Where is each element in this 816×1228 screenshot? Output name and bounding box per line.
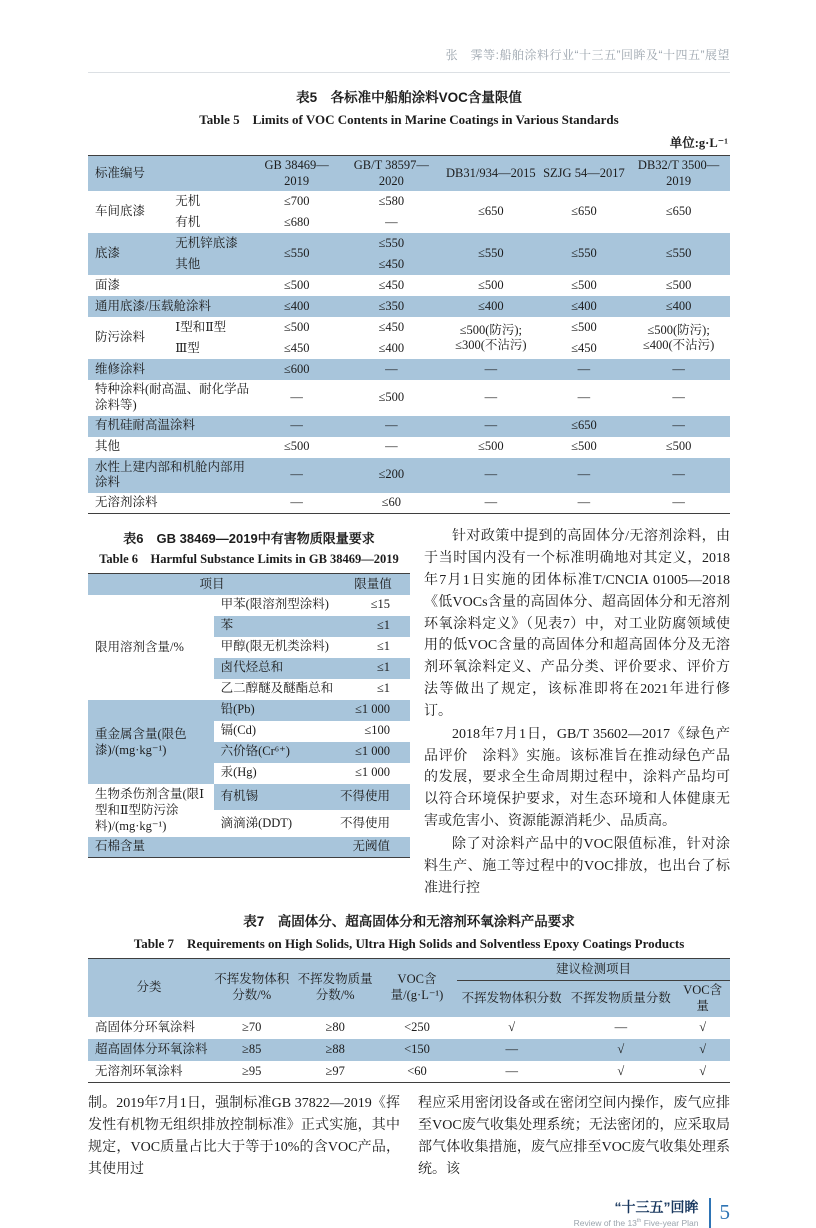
page-footer (88, 1197, 730, 1228)
cell: ≤400 (665, 298, 692, 313)
cell: ≤400 (283, 298, 310, 313)
cell: ≤500 (571, 439, 597, 454)
cell: ≤500 (283, 277, 310, 292)
column-header: 限量值 (354, 576, 392, 591)
cell: ≤1 000 (336, 742, 410, 763)
row-category: 无溶剂涂料 (95, 495, 158, 510)
table5-title-en: Table 5 Limits of VOC Contents in Marine Coatings in Various Standards (199, 112, 619, 127)
cell: 无阈值 (352, 838, 390, 853)
row-category: 通用底漆/压载舱涂料 (95, 298, 211, 313)
cell: — (672, 418, 685, 433)
cell: — (577, 361, 591, 376)
column-header: 不挥发物体积分数 (461, 991, 562, 1006)
cell: <150 (404, 1041, 430, 1056)
bottom-right-column (418, 1093, 730, 1181)
bottom-left-column (88, 1093, 400, 1181)
row-category: 车间底漆 (95, 204, 146, 219)
footer-en-sup: th (636, 1218, 642, 1225)
cell: — (672, 390, 685, 405)
row-category: 高固体分环氧涂料 (95, 1019, 196, 1034)
table6 (88, 573, 410, 858)
paragraph: 除了对涂料产品中的VOC限值标准，针对涂料生产、施工等过程中的VOC排放，也出台了标准进行控 (424, 836, 730, 896)
cell: ≤500 (665, 439, 692, 454)
cell: — (505, 1041, 518, 1056)
cell-line: ≤400(不沾污) (642, 338, 715, 353)
table6-title-en: Table 6 Harmful Substance Limits in GB 38469—2019 (99, 552, 399, 567)
cell-line: ≤500(防污); (647, 322, 710, 337)
cell: 卤代烃总和 (214, 658, 336, 679)
cell: ≤60 (381, 495, 402, 510)
row-category: 超高固体分环氧涂料 (95, 1041, 208, 1056)
cell (441, 317, 541, 359)
cell: — (385, 214, 398, 229)
cell: — (385, 418, 398, 433)
cell: 六价铬(Cr⁶⁺) (214, 742, 336, 763)
cell: 甲醇(限无机类涂料) (220, 639, 329, 654)
cell: ≤700 (283, 193, 310, 208)
cell: ≥85 (242, 1041, 262, 1056)
cell: ≤600 (283, 361, 310, 376)
cell: <250 (404, 1019, 430, 1034)
cell: ≤500 (571, 277, 597, 292)
cell: √ (508, 1019, 516, 1034)
footer-title-zh: “十三五”回眸 (614, 1199, 699, 1216)
cell: — (484, 418, 498, 433)
table6-title-zh: 表6 GB 38469—2019中有害物质限量要求 (123, 531, 375, 547)
cell: ≤650 (571, 204, 597, 219)
cell: ≤550 (478, 246, 504, 261)
table7-section (88, 910, 730, 1083)
cell: — (577, 495, 591, 510)
cell: ≤350 (378, 298, 405, 313)
cell: √ (617, 1041, 625, 1056)
cell: ≤1 (336, 658, 410, 679)
cell: ≤500 (283, 439, 310, 454)
column-header: VOC含量 (683, 983, 723, 1013)
row-subcategory: Ⅰ型和Ⅱ型 (175, 319, 227, 334)
table7-title-zh: 表7 高固体分、超高固体分和无溶剂环氧涂料产品要求 (243, 914, 575, 930)
cell: ≤400 (478, 298, 504, 313)
cell: ≤500 (571, 319, 597, 334)
cell: — (577, 467, 591, 482)
cell: — (290, 390, 303, 405)
cell: ≤450 (378, 277, 405, 292)
cell: ≤450 (283, 340, 310, 355)
cell-line: ≤300(不沾污) (455, 338, 527, 353)
column-header: DB32/T 3500—2019 (637, 158, 720, 188)
cell: 乙二醇醚及醚酯总和 (220, 681, 334, 696)
column-header-group: 建议检测项目 (457, 959, 730, 981)
footer-title-en (574, 1218, 699, 1228)
paragraph: 针对政策中提到的高固体分/无溶剂涂料，由于当时国内没有一个标准明确地对其定义，2018年7月1日实施的团体标准T/CNCIA 01005—2018《低VOCs含量的高固体分、超高固体分和无溶剂环氧涂料定义》（见表7）中，对工业防腐领域使用的低VOC含量的高固体分和超高固体分及无溶剂环氧涂料定义、产品分类、评价要求、评价方法等做出了规定，该标准即将在2021年进行修订。 (424, 529, 730, 719)
cell (627, 317, 730, 359)
cell: ≤100 (364, 723, 390, 738)
row-category: 水性上建内部和机舱内部用涂料 (95, 459, 246, 490)
cell: ≥95 (242, 1063, 262, 1078)
column-header: VOC含量/(g·L⁻¹) (390, 972, 444, 1002)
column-header: 不挥发物质量分数/% (297, 972, 373, 1002)
cell: ≤15 (370, 597, 390, 612)
cell: — (505, 1063, 518, 1078)
page-number: 5 (719, 1200, 730, 1225)
cell: — (290, 467, 303, 482)
row-subcategory: 有机 (175, 214, 201, 229)
cell: 有机锡 (214, 784, 336, 810)
column-header: 不挥发物质量分数 (570, 991, 671, 1006)
cell: ≤450 (378, 319, 405, 334)
row-category: 有机硅耐高温涂料 (95, 418, 196, 433)
footer-en-text: Five-year Plan (641, 1218, 699, 1228)
paragraph: 2018年7月1日，GB/T 35602—2017《绿色产品评价 涂料》实施。该标准旨在推动绿色产品的发展，要求全生命周期过程中，涂料产品均可以符合环境保护要求，对生态环境和人体健康无害或危害小、资源能源消耗少、品质高。 (424, 726, 730, 830)
cell: ≤550 (283, 246, 310, 261)
cell: ≤1 (376, 639, 390, 654)
cell: ≥88 (325, 1041, 345, 1056)
table7 (88, 958, 730, 1083)
cell: — (577, 390, 591, 405)
row-category: 防污涂料 (95, 330, 146, 345)
row-category: 维修涂料 (95, 361, 146, 376)
cell: ≤550 (378, 235, 405, 250)
bottom-text-section (88, 1093, 730, 1181)
cell: — (672, 495, 685, 510)
column-header: 分类 (136, 980, 162, 995)
cell: 不得使用 (336, 784, 410, 810)
row-category: 特种涂料(耐高温、耐化学品涂料等) (95, 382, 250, 412)
cell: 铅(Pb) (214, 700, 336, 721)
cell: √ (699, 1041, 707, 1056)
column-header: GB 38469—2019 (264, 158, 329, 188)
table6-column (88, 526, 410, 858)
cell: ≤200 (378, 467, 405, 482)
group-label: 限用溶剂含量/% (95, 640, 184, 655)
cell: 甲苯(限溶剂型涂料) (220, 597, 329, 612)
cell: — (385, 361, 398, 376)
cell: — (484, 467, 498, 482)
cell: — (672, 467, 685, 482)
cell: — (484, 361, 498, 376)
cell: 滴滴涕(DDT) (220, 815, 293, 830)
two-column-section (88, 526, 730, 900)
table7-title-en: Table 7 Requirements on High Solids, Ultra High Solids and Solventless Epoxy Coatings Products (133, 936, 685, 952)
cell: ≤500 (478, 439, 504, 454)
footer-divider (709, 1198, 711, 1228)
cell: — (290, 418, 303, 433)
paragraph: 程应采用密闭设备或在密闭空间内操作，废气应排至VOC废气收集处理系统；无法密闭的，应采取局部气体收集措施，废气应排至VOC废气收集处理系统。该 (418, 1096, 730, 1177)
cell: ≤650 (571, 418, 597, 433)
row-category: 面漆 (95, 277, 121, 292)
cell: ≤1 (336, 616, 410, 637)
cell: — (385, 439, 398, 454)
cell: √ (699, 1063, 707, 1078)
cell: ≤650 (478, 204, 504, 219)
cell: <60 (407, 1063, 427, 1078)
cell: ≤500 (378, 390, 405, 405)
cell: 镉(Cd) (220, 723, 256, 738)
row-category: 无溶剂环氧涂料 (95, 1063, 183, 1078)
row-subcategory: 无机锌底漆 (175, 235, 238, 250)
cell: ≤450 (571, 340, 597, 355)
row-category: 底漆 (95, 246, 121, 261)
cell: √ (699, 1019, 707, 1034)
cell: ≤500 (283, 319, 310, 334)
cell: √ (617, 1063, 625, 1078)
cell: ≤550 (571, 246, 597, 261)
cell: ≥80 (325, 1019, 345, 1034)
cell: ≤500 (665, 277, 692, 292)
cell: ≤550 (665, 246, 692, 261)
column-header: DB31/934—2015 (446, 165, 536, 180)
footer-en-text: Review of the 13 (573, 1218, 637, 1228)
cell: ≤1 (376, 681, 390, 696)
cell: ≤450 (378, 256, 405, 271)
group-label: 重金属含量(限色漆)/(mg·kg⁻¹) (88, 700, 214, 784)
cell: 苯 (214, 616, 336, 637)
cell: — (484, 390, 498, 405)
footer-labels (574, 1197, 699, 1228)
cell: ≤400 (571, 298, 597, 313)
group-label: 生物杀伤剂含量(限Ⅰ型和Ⅱ型防污涂料)/(mg·kg⁻¹) (95, 786, 205, 834)
row-subcategory: Ⅲ型 (175, 340, 200, 355)
cell: ≤500 (478, 277, 504, 292)
body-text-column (424, 526, 730, 900)
cell: ≥70 (242, 1019, 262, 1034)
cell: 不得使用 (339, 815, 390, 830)
running-head: 张 霁等:船舶涂料行业“十三五”回眸及“十四五”展望 (88, 46, 730, 73)
cell: ≤1 000 (355, 765, 390, 780)
cell: ≥97 (325, 1063, 345, 1078)
cell: — (290, 495, 303, 510)
column-header: SZJG 54—2017 (543, 165, 625, 180)
table5 (88, 155, 730, 514)
table5-unit-label: 单位:g·L⁻¹ (669, 136, 728, 150)
row-subcategory: 无机 (175, 193, 201, 208)
cell: — (484, 495, 498, 510)
cell: — (672, 361, 685, 376)
cell: ≤680 (283, 214, 310, 229)
cell: ≤400 (378, 340, 405, 355)
cell: 汞(Hg) (220, 765, 257, 780)
table5-title-zh: 表5 各标准中船舶涂料VOC含量限值 (296, 90, 522, 105)
row-subcategory: 其他 (175, 256, 201, 271)
cell: ≤650 (665, 204, 692, 219)
cell-line: ≤500(防污); (459, 322, 523, 337)
row-category: 石棉含量 (95, 838, 146, 853)
cell: ≤580 (378, 193, 405, 208)
cell: ≤1 000 (336, 700, 410, 721)
row-category: 其他 (95, 439, 121, 454)
column-header: 项目 (199, 576, 225, 591)
column-header: GB/T 38597—2020 (353, 158, 429, 188)
paragraph: 制。2019年7月1日，强制标准GB 37822—2019《挥发性有机物无组织排放控制标准》正式实施，其中规定，VOC质量占比大于等于10%的含VOC产品，其使用过 (88, 1096, 400, 1177)
column-header: 标准编号 (95, 165, 146, 180)
cell: — (614, 1019, 628, 1034)
column-header: 不挥发物体积分数/% (214, 972, 290, 1002)
